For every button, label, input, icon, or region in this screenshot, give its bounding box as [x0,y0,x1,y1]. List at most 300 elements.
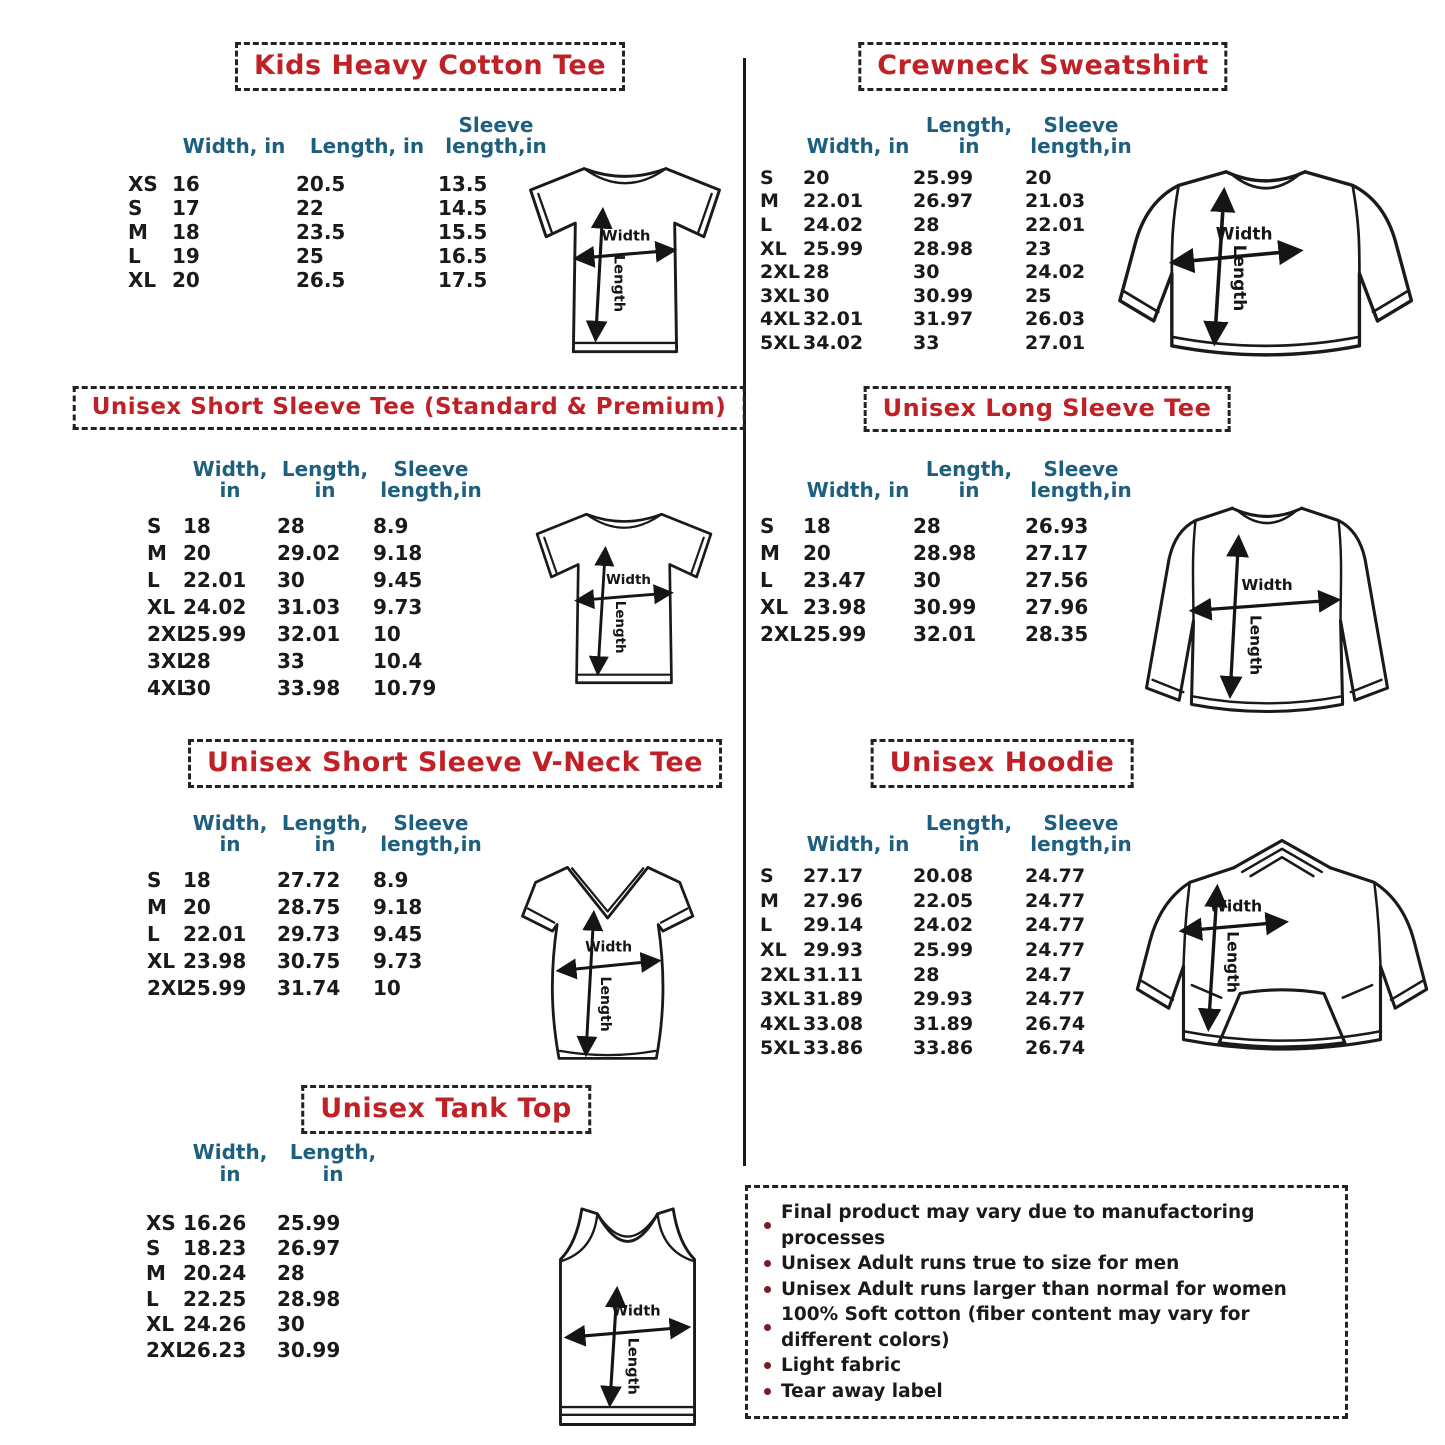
tank-top-diagram [543,1198,713,1445]
col-length: Length, in [925,810,1013,857]
long-sleeve-tee-diagram [1100,496,1432,736]
width-cell: 22.01 [183,921,247,946]
table-row [750,1036,1137,1061]
table-row [750,190,1137,214]
width-cell: 23.98 [183,948,247,973]
width-cell: 20 [183,894,211,919]
width-label: Width [1209,896,1263,916]
length-cell: 28 [913,513,941,538]
table-row [750,284,1137,308]
length-label: Length [1246,615,1265,676]
length-cell: 28.98 [913,237,974,260]
sleeve-cell: 24.7 [1025,963,1072,986]
length-cell: 32.01 [277,621,341,646]
table-row [120,244,554,268]
table-body [120,172,554,292]
title-unisex-short-sleeve-tee [73,386,746,430]
section-title: Unisex Long Sleeve Tee [882,394,1212,422]
sleeve-cell: 15.5 [438,220,488,244]
table-row [138,920,489,947]
col-length: Length, in [281,810,369,857]
col-length: Length, in [925,456,1013,503]
col-width: Width, in [192,456,268,503]
length-cell: 28 [277,1261,305,1286]
col-sleeve: Sleeve length,in [1030,456,1132,503]
table-row [138,893,489,920]
table-body [138,512,489,701]
col-length: Length, in [309,134,425,159]
size-cell: M [147,540,167,565]
table-row [750,620,1137,647]
length-cell: 28.98 [277,1286,341,1311]
width-cell: 16.26 [183,1210,247,1235]
col-sleeve: Sleeve length,in [445,112,547,159]
section-title: Unisex Tank Top [320,1093,572,1124]
sleeve-cell: 26.93 [1025,513,1089,538]
sleeve-cell: 9.73 [373,948,423,973]
sleeve-cell: 28.35 [1025,621,1089,646]
width-cell: 25.99 [183,621,247,646]
sleeve-cell: 27.17 [1025,540,1089,565]
width-label: Width [611,1302,661,1320]
table-row [132,1235,389,1260]
size-cell: M [760,190,779,213]
width-cell: 24.02 [183,594,247,619]
length-cell: 31.03 [277,594,341,619]
table-row [750,593,1137,620]
sleeve-cell: 9.73 [373,594,423,619]
table-row [750,938,1137,963]
length-cell: 28.75 [277,894,341,919]
width-cell: 27.17 [803,865,864,888]
size-cell: 3XL [760,988,800,1011]
col-width: Width, in [806,832,910,857]
size-cell: S [128,196,143,220]
table-header [138,440,489,504]
width-cell: 18 [183,867,211,892]
sleeve-cell: 10 [373,621,401,646]
sleeve-cell: 9.45 [373,921,423,946]
length-cell: 20.5 [296,172,346,196]
sleeve-cell: 13.5 [438,172,488,196]
length-cell: 25 [296,244,324,268]
width-cell: 33.08 [803,1012,864,1035]
bullet-icon [764,1388,771,1395]
size-cell: 4XL [760,308,800,331]
title-unisex-long-sleeve-tee [864,386,1231,432]
length-cell: 30 [913,261,940,284]
table-row [132,1261,389,1286]
size-table-crewneck [750,96,1137,355]
width-cell: 30 [183,675,211,700]
sleeve-cell: 24.02 [1025,261,1086,284]
width-cell: 28 [803,261,830,284]
size-cell: XL [147,594,176,619]
col-width: Width, in [806,478,910,503]
col-sleeve: Sleeve length,in [1030,112,1132,159]
sleeve-cell: 26.03 [1025,308,1086,331]
title-unisex-tank-top [301,1085,591,1134]
length-cell: 26.5 [296,268,346,292]
length-cell: 28.98 [913,540,977,565]
table-row [750,237,1137,261]
table-row [138,647,489,674]
size-cell: 2XL [760,621,803,646]
kids-tee-diagram [503,153,747,377]
width-cell: 20 [172,268,200,292]
sleeve-cell: 20 [1025,166,1052,189]
table-row [138,866,489,893]
length-cell: 22 [296,196,324,220]
width-cell: 23.98 [803,594,867,619]
table-body [750,512,1137,647]
table-row [138,947,489,974]
table-row [120,268,554,292]
note-item [764,1302,1329,1353]
width-cell: 22.25 [183,1286,247,1311]
width-label: Width [601,227,651,245]
width-cell: 24.02 [803,213,864,236]
bullet-icon [764,1286,771,1293]
length-cell: 28 [277,513,305,538]
width-cell: 18 [803,513,831,538]
sleeve-cell: 21.03 [1025,190,1086,213]
size-cell: M [147,894,167,919]
width-cell: 19 [172,244,200,268]
sleeve-cell: 22.01 [1025,213,1086,236]
section-title: Kids Heavy Cotton Tee [253,50,607,81]
size-cell: XL [146,1312,175,1337]
sleeve-cell: 10 [373,975,401,1000]
size-cell: 5XL [760,331,800,354]
width-label: Width [1215,223,1273,244]
size-cell: S [147,867,162,892]
size-table-tank [132,1142,389,1362]
width-cell: 32.01 [803,308,864,331]
length-cell: 28 [913,213,940,236]
table-row [138,974,489,1001]
table-header [120,96,554,160]
crewneck-diagram [1096,156,1433,382]
sleeve-cell: 9.45 [373,567,423,592]
length-cell: 29.02 [277,540,341,565]
width-cell: 22.01 [803,190,864,213]
table-body [132,1210,389,1362]
col-length: Length, in [281,456,369,503]
width-cell: 31.89 [803,988,864,1011]
size-cell: M [760,540,780,565]
title-kids-heavy-cotton-tee [235,42,625,91]
width-cell: 31.11 [803,963,864,986]
title-unisex-hoodie [871,739,1134,788]
table-body [750,166,1137,355]
size-cell: 2XL [760,963,800,986]
length-cell: 26.97 [913,190,974,213]
size-table-kids-tee [120,96,554,292]
length-cell: 33.86 [913,1037,974,1060]
table-row [138,539,489,566]
length-cell: 33.98 [277,675,341,700]
table-row [750,566,1137,593]
size-cell: L [147,567,160,592]
note-text: Tear away label [781,1380,943,1402]
length-cell: 30.99 [913,284,974,307]
size-cell: S [760,865,774,888]
size-cell: XL [760,939,787,962]
width-cell: 25.99 [803,237,864,260]
size-cell: XL [147,948,176,973]
section-title: Crewneck Sweatshirt [877,50,1209,81]
table-body [750,864,1137,1061]
length-cell: 24.02 [913,914,974,937]
size-cell: 3XL [147,648,190,673]
length-cell: 23.5 [296,220,346,244]
table-row [750,539,1137,566]
sleeve-cell: 9.18 [373,894,423,919]
length-cell: 31.97 [913,308,974,331]
width-label: Width [605,573,652,589]
bullet-icon [764,1362,771,1369]
note-item [764,1200,1329,1251]
width-cell: 30 [803,284,830,307]
table-header [138,794,489,858]
table-row [750,331,1137,355]
table-row [750,1012,1137,1037]
table-body [138,866,489,1001]
sleeve-cell: 14.5 [438,196,488,220]
length-cell: 31.89 [913,1012,974,1035]
width-cell: 22.01 [183,567,247,592]
size-cell: 2XL [146,1337,189,1362]
note-text: 100% Soft cotton (fiber content may vary for different colors) [781,1304,1250,1351]
note-text: Light fabric [781,1355,902,1376]
size-cell: 4XL [760,1012,800,1035]
table-row [750,308,1137,332]
size-cell: M [760,889,779,912]
width-cell: 18 [183,513,211,538]
table-row [138,674,489,701]
garment-outline [537,514,711,682]
table-row [138,620,489,647]
width-cell: 16 [172,172,200,196]
width-label: Width [585,939,633,956]
length-cell: 20.08 [913,865,974,888]
table-row [750,889,1137,914]
vneck-tee-diagram [500,853,720,1085]
table-header [750,440,1137,504]
table-row [120,196,554,220]
sleeve-cell: 10.4 [373,648,423,673]
note-item [764,1251,1329,1277]
width-cell: 17 [172,196,200,220]
sleeve-cell: 26.74 [1025,1037,1086,1060]
size-cell: 4XL [147,675,190,700]
size-cell: S [146,1236,161,1261]
bullet-icon [764,1324,771,1331]
sleeve-cell: 23 [1025,237,1052,260]
col-sleeve: Sleeve length,in [380,456,482,503]
col-sleeve: Sleeve length,in [380,810,482,857]
size-cell: L [128,244,141,268]
length-cell: 29.93 [913,988,974,1011]
table-row [138,512,489,539]
table-header [132,1140,389,1186]
size-cell: L [760,914,773,937]
length-cell: 32.01 [913,621,977,646]
length-cell: 25.99 [913,939,974,962]
size-cell: XL [128,268,157,292]
note-text: Unisex Adult runs larger than normal for women [781,1278,1287,1300]
sleeve-cell: 8.9 [373,513,409,538]
note-item [764,1353,1329,1379]
table-row [750,913,1137,938]
length-cell: 33 [277,648,305,673]
col-length: Length, in [925,112,1013,159]
size-cell: M [128,220,148,244]
width-cell: 34.02 [803,331,864,354]
length-cell: 30.99 [913,594,977,619]
note-text: Final product may vary due to manufactoring processes [781,1202,1255,1249]
table-header [750,794,1137,858]
table-row [138,593,489,620]
width-cell: 29.93 [803,939,864,962]
table-row [750,166,1137,190]
size-cell: 5XL [760,1037,800,1060]
title-crewneck-sweatshirt [858,42,1227,91]
size-cell: 3XL [760,284,800,307]
col-width: Width, in [192,810,268,857]
col-width: Width, in [806,134,910,159]
length-label: Length [1223,931,1243,993]
width-cell: 25.99 [803,621,867,646]
size-cell: S [760,513,775,538]
notes-box [745,1185,1348,1419]
section-title: Unisex Short Sleeve Tee (Standard & Premium) [91,394,727,420]
length-cell: 22.05 [913,889,974,912]
sleeve-cell: 9.18 [373,540,423,565]
note-item [764,1277,1329,1303]
col-length: Length, in [289,1140,377,1186]
size-cell: L [146,1286,159,1311]
size-table-vneck [138,794,489,1001]
bullet-icon [764,1260,771,1267]
size-cell: 2XL [760,261,800,284]
width-cell: 18 [172,220,200,244]
sleeve-cell: 24.77 [1025,865,1086,888]
size-table-short-sleeve [138,440,489,701]
bullet-icon [764,1222,771,1229]
width-label: Width [1241,575,1293,594]
length-cell: 29.73 [277,921,341,946]
table-row [132,1210,389,1235]
table-row [750,260,1137,284]
length-label: Length [597,976,614,1032]
garment-outline [1147,508,1388,711]
size-cell: S [147,513,162,538]
size-cell: S [760,166,774,189]
note-text: Unisex Adult runs true to size for men [781,1253,1180,1274]
length-cell: 31.74 [277,975,341,1000]
width-cell: 20.24 [183,1261,247,1286]
length-cell: 30.99 [277,1337,341,1362]
length-label: Length [1229,244,1250,312]
size-cell: L [760,213,773,236]
length-label: Length [611,600,627,654]
size-cell: M [146,1261,166,1286]
length-label: Length [610,254,628,313]
width-cell: 20 [803,166,830,189]
sleeve-cell: 24.77 [1025,939,1086,962]
length-label: Length [624,1337,642,1395]
width-cell: 28 [183,648,211,673]
table-header [750,96,1137,160]
length-cell: 25.99 [913,166,974,189]
sleeve-cell: 17.5 [438,268,488,292]
table-row [750,213,1137,237]
sleeve-cell: 27.01 [1025,331,1086,354]
table-row [750,864,1137,889]
width-cell: 27.96 [803,889,864,912]
section-title: Unisex Short Sleeve V-Neck Tee [207,747,703,778]
length-cell: 27.72 [277,867,341,892]
garment-outline [1137,840,1426,1049]
sleeve-cell: 10.79 [373,675,437,700]
size-table-hoodie [750,794,1137,1061]
length-cell: 30 [277,1312,305,1337]
width-cell: 18.23 [183,1236,247,1261]
note-item [764,1379,1329,1405]
table-row [120,220,554,244]
size-table-long-sleeve [750,440,1137,647]
col-width: Width, in [182,134,286,159]
sleeve-cell: 16.5 [438,244,488,268]
width-cell: 24.26 [183,1312,247,1337]
table-row [138,566,489,593]
short-sleeve-tee-diagram [512,494,736,712]
length-cell: 30 [277,567,305,592]
length-cell: 30.75 [277,948,341,973]
sleeve-cell: 27.96 [1025,594,1089,619]
size-cell: XL [760,237,787,260]
sleeve-cell: 26.74 [1025,1012,1086,1035]
width-cell: 26.23 [183,1337,247,1362]
length-cell: 30 [913,567,941,592]
sleeve-cell: 25 [1025,284,1052,307]
width-cell: 25.99 [183,975,247,1000]
size-cell: XL [760,594,789,619]
length-cell: 33 [913,331,940,354]
sleeve-cell: 8.9 [373,867,409,892]
size-cell: XS [128,172,158,196]
width-cell: 29.14 [803,914,864,937]
sleeve-cell: 24.77 [1025,914,1086,937]
width-cell: 23.47 [803,567,867,592]
length-cell: 25.99 [277,1210,341,1235]
width-cell: 33.86 [803,1037,864,1060]
hoodie-diagram [1122,830,1442,1092]
garment-outline [1120,172,1412,355]
length-cell: 28 [913,963,940,986]
table-row [750,987,1137,1012]
table-row [120,172,554,196]
table-row [132,1286,389,1311]
size-cell: L [147,921,160,946]
sleeve-cell: 24.77 [1025,988,1086,1011]
table-row [132,1312,389,1337]
size-cell: XS [146,1210,176,1235]
table-row [750,962,1137,987]
table-row [132,1337,389,1362]
